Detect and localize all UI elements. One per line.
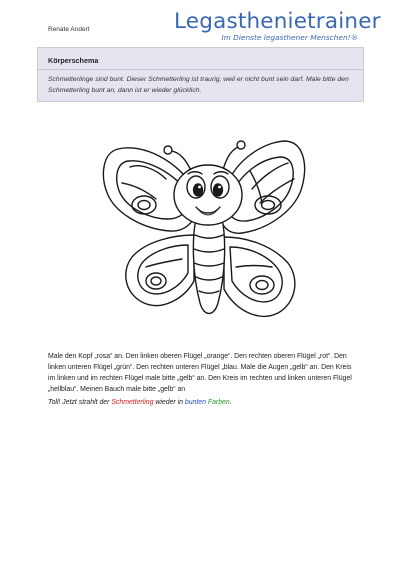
- task-box: [37, 47, 364, 102]
- legasthenietrainer-logo: [174, 9, 381, 43]
- lower-right-wing: [224, 237, 295, 316]
- closing-part2: wieder in: [153, 399, 185, 406]
- closing-word-schmetterling: Schmetterling: [111, 399, 154, 406]
- butterfly-illustration: [100, 133, 308, 331]
- closing-word-bunten: bunten: [184, 399, 206, 406]
- upper-left-wing-circle: [132, 196, 156, 214]
- closing-part3: .: [229, 399, 232, 406]
- lower-right-wing-circle: [250, 276, 274, 294]
- task-intro: Schmetterlinge sind bunt. Dieser Schmetterling ist traurig, weil er nicht bunt sein darf. Male bitte den Schmetterling bunt an, dann ist er wieder glücklich.: [48, 76, 349, 94]
- lower-left-wing-circle: [146, 273, 166, 289]
- logo-title: Legasthenietrainer: [174, 9, 381, 34]
- butterfly-belly: [193, 219, 224, 314]
- logo-subtitle: Im Dienste legasthener Menschen!®: [221, 33, 358, 42]
- coloring-instructions: Male den Kopf „rosa“ an. Den linken oberen Flügel „orange“. Den rechten oberen Flügel „rot“. Den linken unteren Flügel „grün“. Den rechten unteren Flügel „blau. Male die Augen „gelb“ an. Den Kreis im linken und im rechten Flügel male bitte „gelb“ an. Den Kreis im rechten und linken unteren Flügel „hellblau“. Meinen Bauch male bitte „gelb“ an: [48, 353, 352, 393]
- closing-line: [48, 399, 232, 406]
- author-name: Renate Andert: [48, 26, 90, 33]
- butterfly-head: [174, 165, 242, 225]
- upper-right-wing-circle: [255, 196, 281, 214]
- closing-word-farben: Farben: [207, 399, 230, 406]
- lower-left-wing: [126, 235, 194, 306]
- task-divider: [38, 69, 363, 70]
- closing-part1: Toll! Jetzt strahlt der: [48, 399, 112, 406]
- task-title: Körperschema: [48, 56, 99, 65]
